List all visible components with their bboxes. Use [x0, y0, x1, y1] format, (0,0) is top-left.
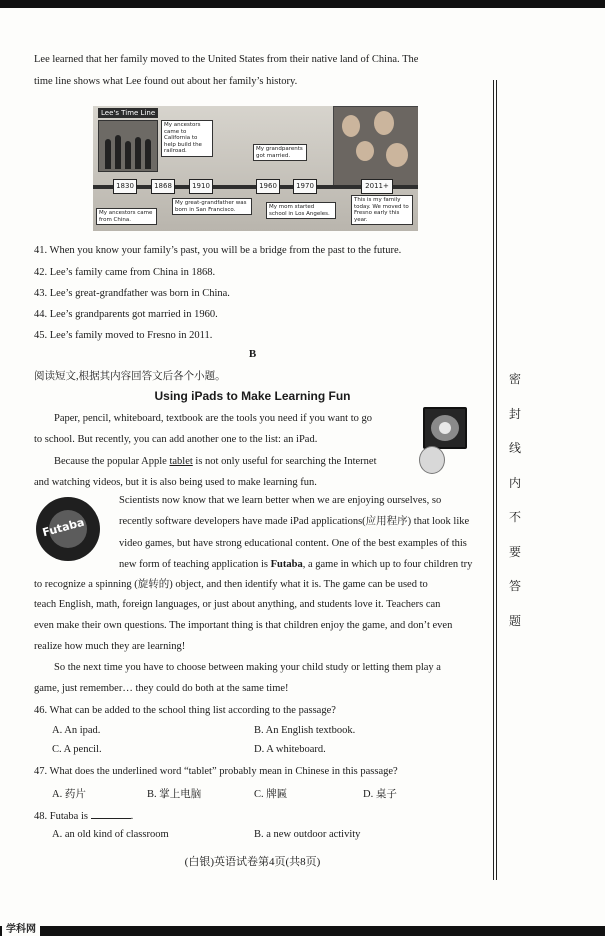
timeline-year: 1830 — [113, 179, 137, 194]
timeline-box-mom: My mom started school in Los Angeles. — [266, 202, 336, 219]
q47-option-b: B. 掌上电脑 — [147, 789, 202, 800]
passage-line-futaba: new form of teaching application is Futaba, a game in which up to four children try — [119, 559, 473, 570]
bottom-border — [0, 926, 605, 936]
q47-option-c: C. 牌匾 — [254, 789, 288, 800]
passage-line: So the next time you have to choose between making your child study or letting them play a — [54, 662, 441, 673]
question-42: 42. Lee’s family came from China in 1868. — [34, 267, 216, 278]
seal-line-notice — [505, 370, 525, 646]
timeline-box-california: My ancestors came to California to help build the railroad. — [161, 120, 213, 157]
timeline-year: 1910 — [189, 179, 213, 194]
timeline-year: 2011+ — [361, 179, 393, 194]
passage-line: realize how much they are learning! — [34, 641, 186, 652]
passage-line: to recognize a spinning (旋转的) object, and then identify what it is. The game can be used to — [34, 579, 428, 590]
passage-line: recently software developers have made iPad applications(应用程序) that look like — [119, 516, 470, 527]
futaba-logo-illustration: Futaba — [36, 497, 100, 561]
q48-option-b: B. a new outdoor activity — [254, 829, 361, 840]
underlined-word-tablet: tablet — [169, 456, 193, 467]
intro-line-2: time line shows what Lee found out about her family’s history. — [34, 76, 298, 87]
seal-char: 封 — [508, 406, 521, 421]
passage-line-tablet: Because the popular Apple tablet is not only useful for searching the Internet — [54, 456, 377, 467]
site-logo: 学科网 — [2, 924, 40, 936]
question-48-stem: 48. Futaba is . — [34, 811, 134, 822]
instruction: 阅读短文,根据其内容回答文后各个小题。 — [34, 371, 226, 382]
q46-option-b: B. An English textbook. — [254, 725, 356, 736]
ancestors-photo — [98, 120, 158, 172]
timeline-year: 1970 — [293, 179, 317, 194]
question-45: 45. Lee’s family moved to Fresno in 2011. — [34, 330, 213, 341]
seal-char: 题 — [508, 613, 521, 628]
passage-title: Using iPads to Make Learning Fun — [154, 389, 351, 403]
passage-line: Scientists now know that we learn better when we are enjoying ourselves, so — [119, 495, 442, 506]
seal-char: 内 — [508, 475, 521, 490]
seal-char: 要 — [508, 544, 521, 559]
passage-line: game, just remember… they could do both at the same time! — [34, 683, 289, 694]
passage-line: teach English, math, foreign languages, or just about anything, and students love it. Teachers can — [34, 599, 441, 610]
q46-option-a: A. An ipad. — [52, 725, 101, 736]
timeline-year: 1960 — [256, 179, 280, 194]
q46-option-c: C. A pencil. — [52, 744, 102, 755]
question-44: 44. Lee’s grandparents got married in 1960. — [34, 309, 218, 320]
q47-option-d: D. 桌子 — [363, 789, 397, 800]
timeline-year: 1868 — [151, 179, 175, 194]
child-illustration — [419, 446, 445, 474]
timeline-figure — [93, 106, 418, 231]
question-41: 41. When you know your family’s past, you will be a bridge from the past to the future. — [34, 245, 402, 256]
passage-line: video games, but have strong educational content. One of the best examples of this — [119, 538, 467, 549]
question-47-stem: 47. What does the underlined word “tablet” probably mean in Chinese in this passage? — [34, 766, 398, 777]
passage-line: even make their own questions. The important thing is that children enjoy the game, and don’t even — [34, 620, 453, 631]
passage-line: to school. But recently, you can add another one to the list: an iPad. — [34, 434, 318, 445]
timeline-box-great-grandfather: My great-grandfather was born in San Francisco. — [172, 198, 252, 215]
passage-line: and watching videos, but it is also being used to make learning fun. — [34, 477, 317, 488]
family-photo — [333, 106, 418, 186]
ipad-illustration — [423, 407, 467, 449]
top-border — [0, 0, 605, 8]
timeline-title: Lee's Time Line — [98, 108, 158, 118]
timeline-box-china: My ancestors came from China. — [96, 208, 157, 225]
question-46-stem: 46. What can be added to the school thing list according to the passage? — [34, 705, 336, 716]
seal-char: 线 — [508, 441, 521, 455]
binding-line — [493, 80, 494, 880]
timeline-box-grandparents: My grandparents got married. — [253, 144, 307, 161]
binding-line-inner — [496, 80, 497, 880]
question-43: 43. Lee’s great-grandfather was born in China. — [34, 288, 230, 299]
passage-line: Paper, pencil, whiteboard, textbook are the tools you need if you want to go — [54, 413, 372, 424]
seal-char: 密 — [508, 372, 521, 386]
q47-option-a: A. 药片 — [52, 789, 86, 800]
page-footer: (白银)英语试卷第4页(共8页) — [184, 856, 321, 868]
q46-option-d: D. A whiteboard. — [254, 744, 326, 755]
timeline-box-today: This is my family today. We moved to Fresno early this year. — [351, 195, 413, 225]
seal-char: 不 — [508, 510, 521, 524]
futaba-bold: Futaba — [270, 559, 303, 570]
q48-option-a: A. an old kind of classroom — [52, 829, 169, 840]
intro-line-1: Lee learned that her family moved to the United States from their native land of China. The — [34, 54, 419, 65]
answer-blank — [91, 809, 131, 819]
seal-char: 答 — [508, 579, 521, 593]
section-b-heading: B — [248, 348, 257, 360]
